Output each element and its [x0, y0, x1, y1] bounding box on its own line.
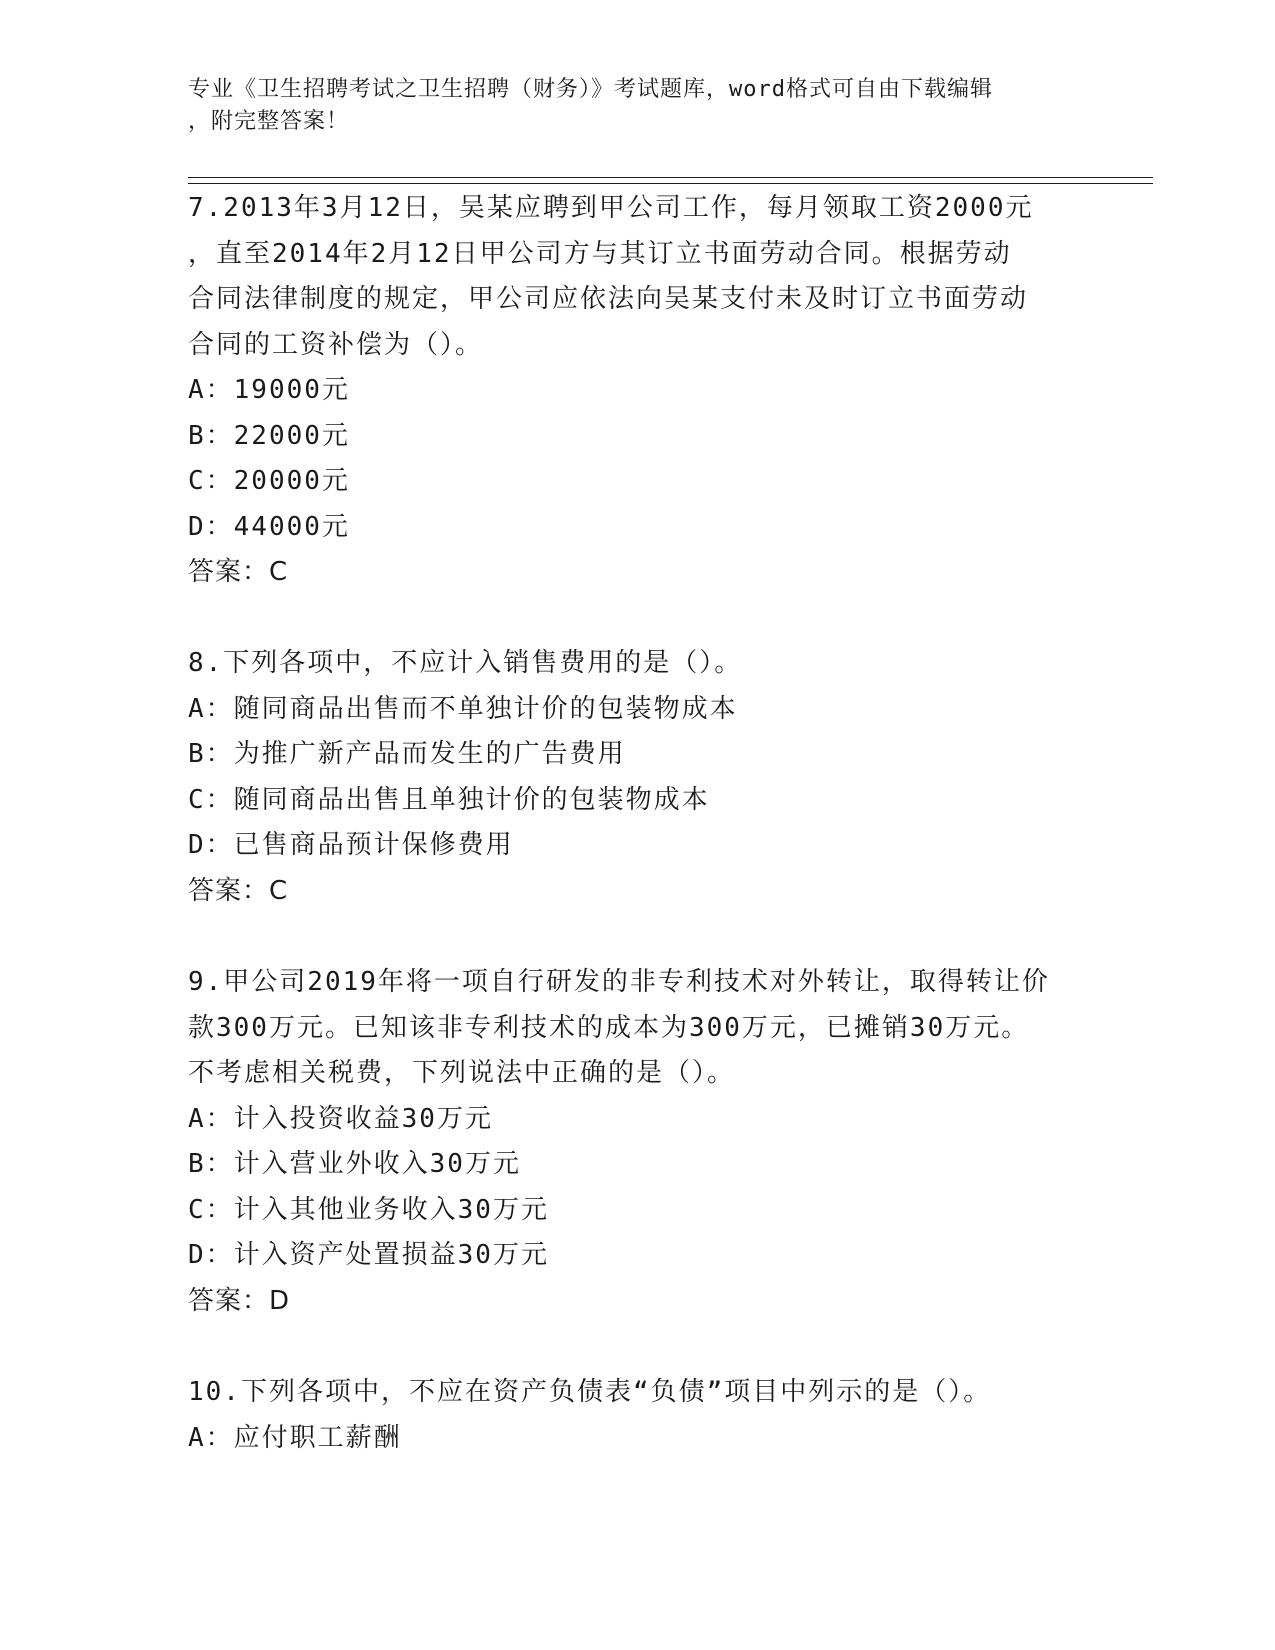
header-line-2: ，附完整答案！ [188, 109, 350, 134]
option-c: C：20000元 [188, 466, 350, 496]
question-stem-line: 款300万元。已知该非专利技术的成本为300万元，已摊销30万元。 [188, 1012, 1030, 1043]
question-stem-line: 7.2013年3月12日，吴某应聘到甲公司工作，每月领取工资2000元 [188, 193, 1034, 223]
question-stem-line: 不考虑相关税费，下列说法中正确的是（）。 [188, 1058, 736, 1088]
option-a: A：计入投资收益30万元 [188, 1103, 493, 1134]
question-9 [188, 960, 1088, 1324]
option-b: B：22000元 [188, 420, 350, 451]
option-b: B：为推广新产品而发生的广告费用 [188, 739, 626, 769]
option-d: D：44000元 [188, 511, 350, 542]
header-line-1: 专业《卫生招聘考试之卫生招聘（财务）》考试题库，word格式可自由下载编辑 [188, 77, 993, 102]
answer-line: 答案：D [188, 1285, 291, 1316]
question-stem-line: ，直至2014年2月12日甲公司方与其订立书面劳动合同。根据劳动 [188, 238, 1012, 269]
option-d: D：已售商品预计保修费用 [188, 830, 514, 860]
question-8 [188, 641, 1088, 914]
question-stem-line: 合同法律制度的规定，甲公司应依法向吴某支付未及时订立书面劳动 [188, 284, 1029, 314]
option-c: C：计入其他业务收入30万元 [188, 1194, 549, 1225]
question-stem-line: 9.甲公司2019年将一项自行研发的非专利技术对外转让，取得转让价 [188, 967, 1050, 997]
question-stem-line: 10.下列各项中，不应在资产负债表“负债”项目中列示的是（）。 [188, 1377, 992, 1407]
answer-line: 答案：C [188, 875, 289, 906]
option-a: A：应付职工薪酬 [188, 1422, 402, 1453]
question-7 [188, 186, 1088, 596]
answer-line: 答案：C [188, 557, 289, 587]
option-b: B：计入营业外收入30万元 [188, 1149, 521, 1179]
document-header [188, 74, 1068, 138]
option-d: D：计入资产处置损益30万元 [188, 1240, 549, 1270]
question-stem-line: 8.下列各项中，不应计入销售费用的是（）。 [188, 648, 743, 678]
question-10 [188, 1370, 1088, 1461]
question-stem-line: 合同的工资补偿为（）。 [188, 329, 484, 360]
header-divider-bottom [188, 183, 1153, 184]
option-a: A：19000元 [188, 375, 350, 405]
header-divider-top [188, 177, 1153, 178]
option-a: A：随同商品出售而不单独计价的包装物成本 [188, 693, 738, 724]
option-c: C：随同商品出售且单独计价的包装物成本 [188, 784, 710, 815]
